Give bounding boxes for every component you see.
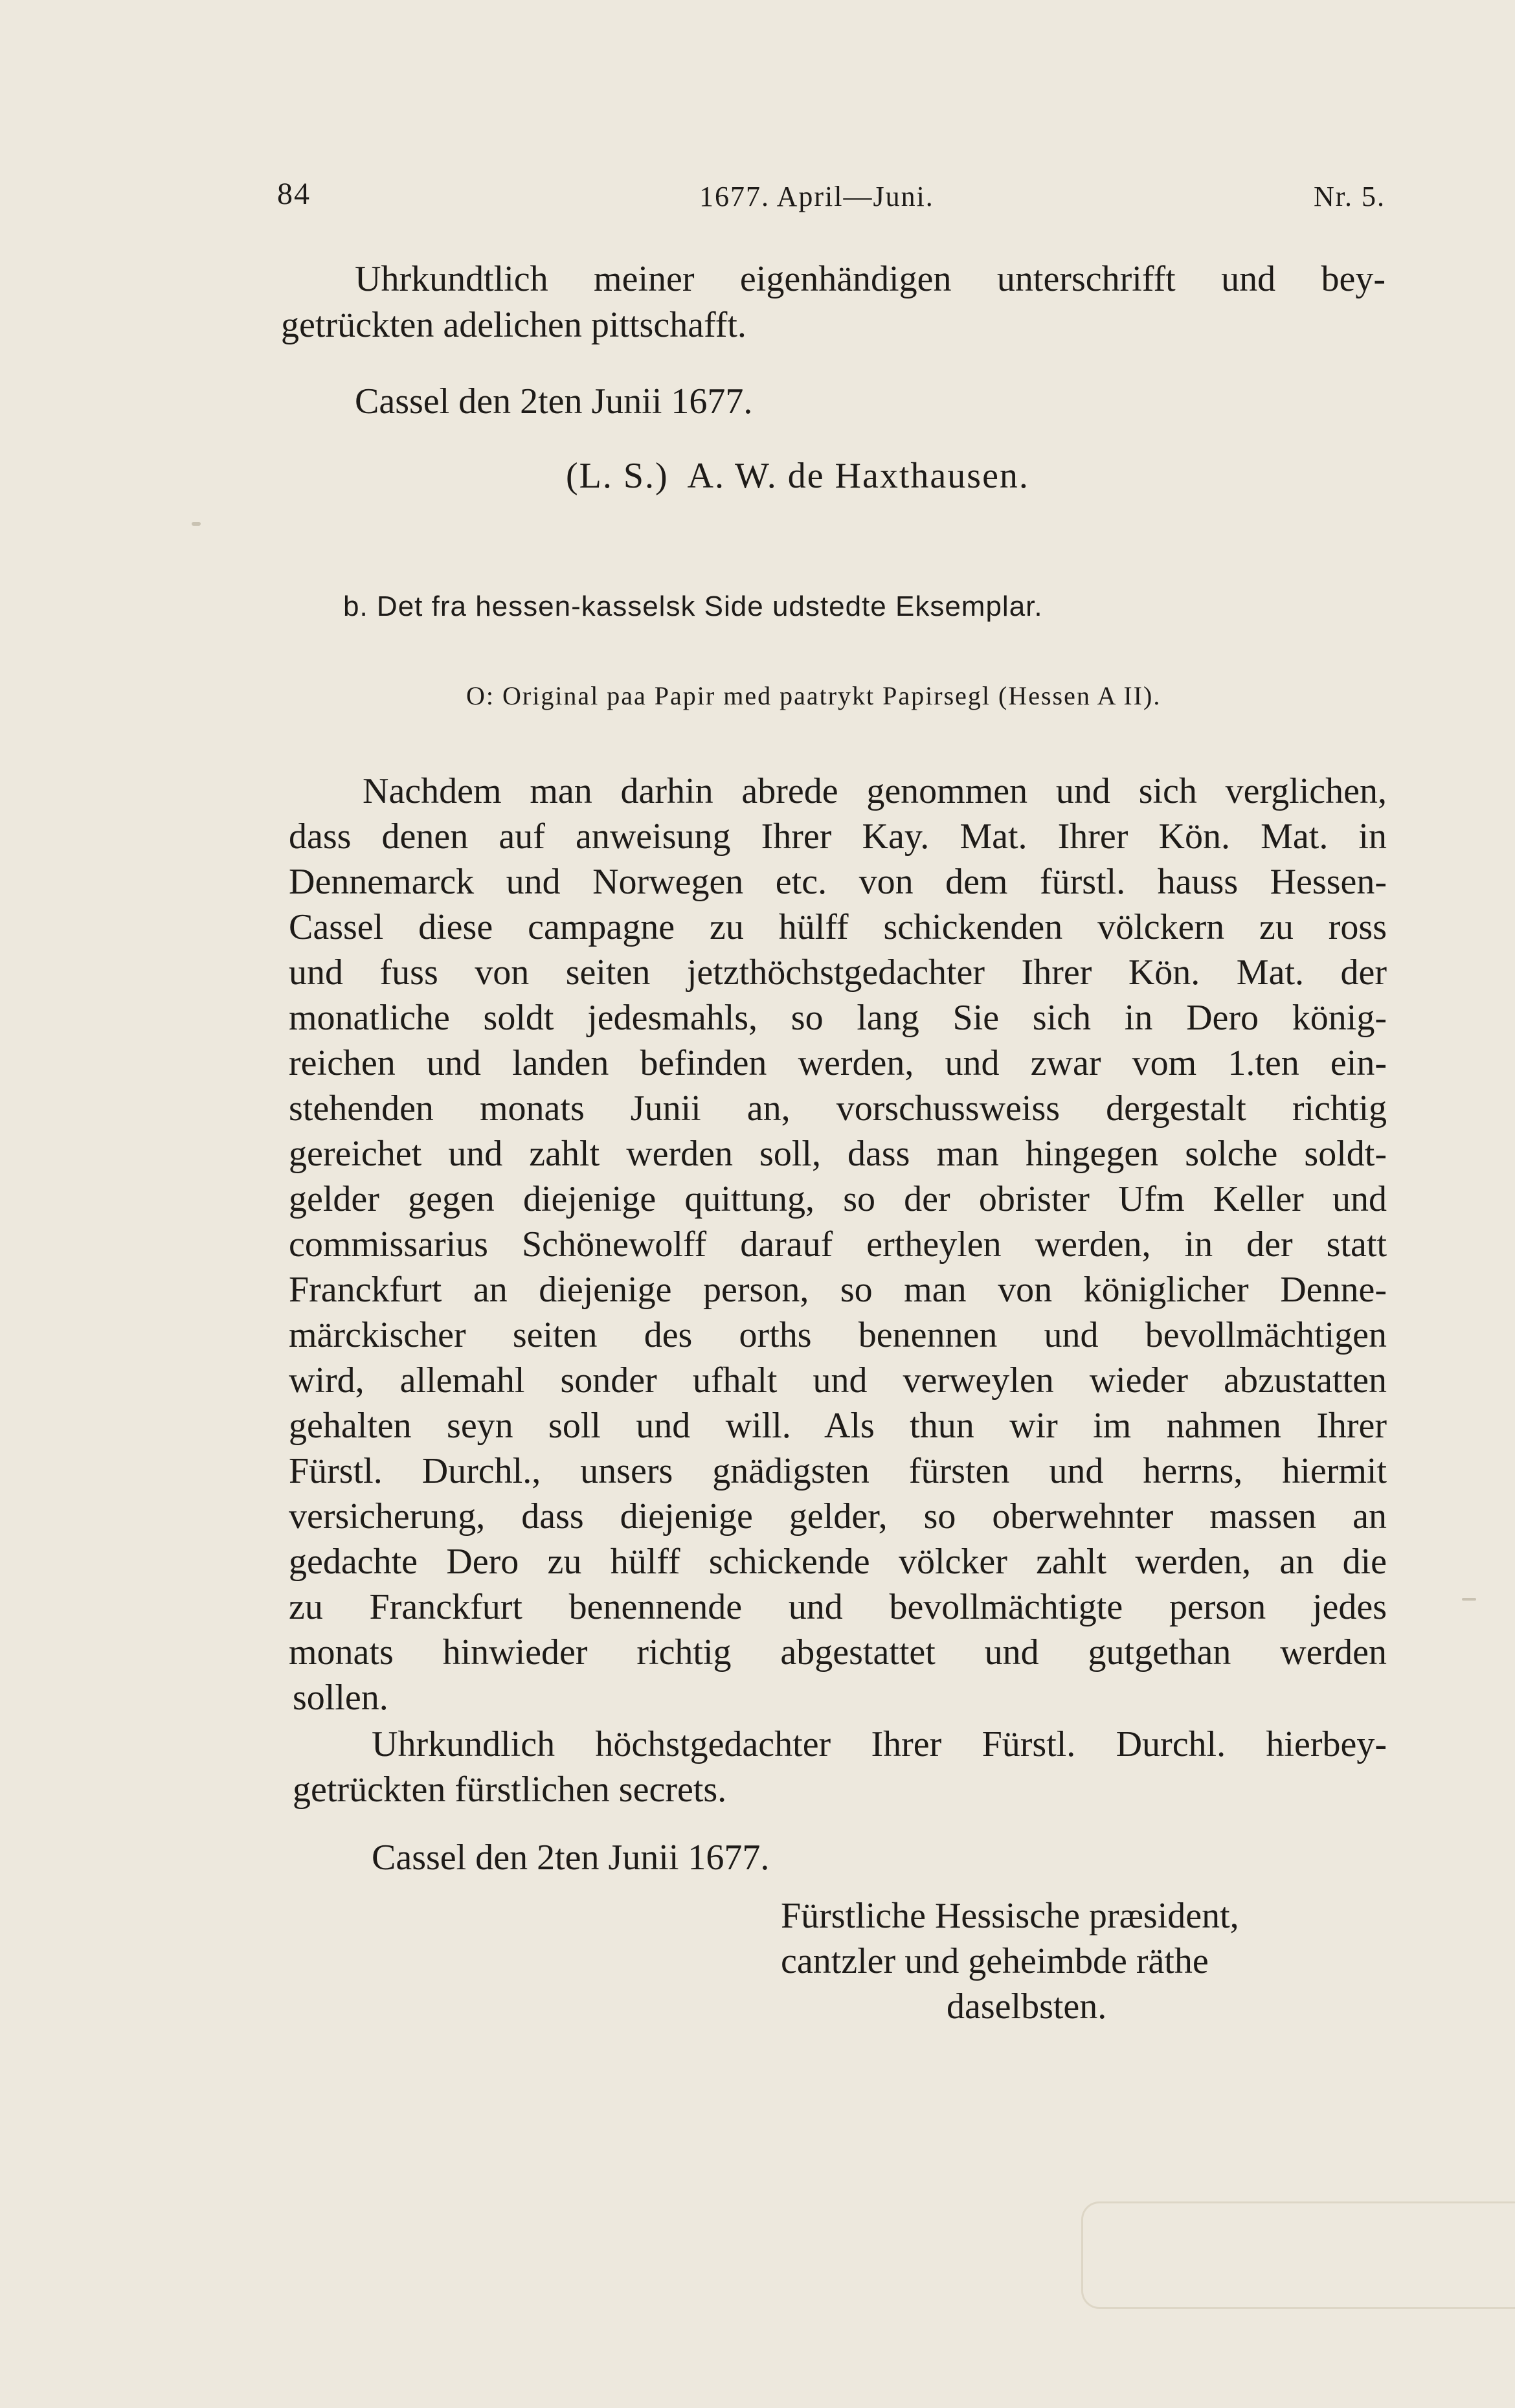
body-line: monats hinwieder richtig abgestattet und gutgethan werden (289, 1632, 1387, 1672)
document-number: Nr. 5. (1314, 181, 1386, 212)
closing-a-signature: (L. S.) A. W. de Haxthausen. (566, 456, 1029, 496)
closing-a-line: getrückten adelichen pittschafft. (281, 305, 746, 345)
body-line: monatliche soldt jedesmahls, so lang Sie sich in Dero könig- (289, 998, 1387, 1038)
closing-b-line: Uhrkundlich höchstgedachter Ihrer Fürstl. Durchl. hierbey- (372, 1724, 1387, 1764)
body-line: Franckfurt an diejenige person, so man von königlicher Denne- (289, 1270, 1387, 1310)
body-line: dass denen auf anweisung Ihrer Kay. Mat. Ihrer Kön. Mat. in (289, 816, 1387, 857)
body-line: zu Franckfurt benennende und bevollmächtigte person jedes (289, 1587, 1387, 1627)
body-line: Dennemarck und Norwegen etc. von dem fürstl. hauss Hessen- (289, 862, 1387, 902)
closing-b-signature-line: cantzler und geheimbde räthe (781, 1941, 1209, 1981)
section-b-heading: b. Det fra hessen-kasselsk Side udstedte Eksemplar. (343, 591, 1043, 622)
body-line: märckischer seiten des orths benennen und bevollmächtigen (289, 1315, 1387, 1355)
paper-spot (1462, 1598, 1476, 1601)
body-line: und fuss von seiten jetzthöchstgedachter Ihrer Kön. Mat. der (289, 952, 1387, 993)
body-line: sollen. (293, 1678, 388, 1718)
body-line: Fürstl. Durchl., unsers gnädigsten fürsten und herrns, hiermit (289, 1451, 1387, 1491)
closing-b-signature-line: daselbsten. (947, 1986, 1107, 2027)
body-line: stehenden monats Junii an, vorschussweiss dergestalt richtig (289, 1088, 1387, 1129)
closing-a-line: Uhrkundtlich meiner eigenhändigen unterschrifft und bey- (355, 259, 1386, 299)
body-line: reichen und landen befinden werden, und zwar vom 1.ten ein- (289, 1043, 1387, 1083)
date-range: 1677. April—Juni. (699, 181, 934, 212)
body-line: gelder gegen diejenige quittung, so der obrister Ufm Keller und (289, 1179, 1387, 1219)
closing-a-place-date: Cassel den 2ten Junii 1677. (355, 381, 753, 422)
body-line: gereichet und zahlt werden soll, dass man hingegen solche soldt- (289, 1134, 1387, 1174)
body-line: commissarius Schönewolff darauf ertheylen werden, in der statt (289, 1224, 1387, 1265)
closing-b-line: getrückten fürstlichen secrets. (293, 1770, 727, 1810)
body-line: Cassel diese campagne zu hülff schickenden völckern zu ross (289, 907, 1387, 947)
paper-spot (192, 522, 201, 526)
body-line: versicherung, dass diejenige gelder, so oberwehnter massen an (289, 1496, 1387, 1536)
running-header (277, 176, 1386, 215)
body-line: wird, allemahl sonder ufhalt und verweylen wieder abzustatten (289, 1360, 1387, 1401)
body-line: gehalten seyn soll und will. Als thun wir im nahmen Ihrer (289, 1406, 1387, 1446)
body-line: Nachdem man darhin abrede genommen und sich verglichen, (363, 771, 1387, 811)
closing-b-place-date: Cassel den 2ten Junii 1677. (372, 1838, 770, 1878)
section-b-source: O: Original paa Papir med paatrykt Papirsegl (Hessen A II). (466, 681, 1162, 710)
page-tab-edge (1081, 2201, 1515, 2309)
closing-b-signature-line: Fürstliche Hessische præsident, (781, 1896, 1239, 1936)
body-line: gedachte Dero zu hülff schickende völcker zahlt werden, an die (289, 1542, 1387, 1582)
page-number: 84 (277, 177, 311, 211)
